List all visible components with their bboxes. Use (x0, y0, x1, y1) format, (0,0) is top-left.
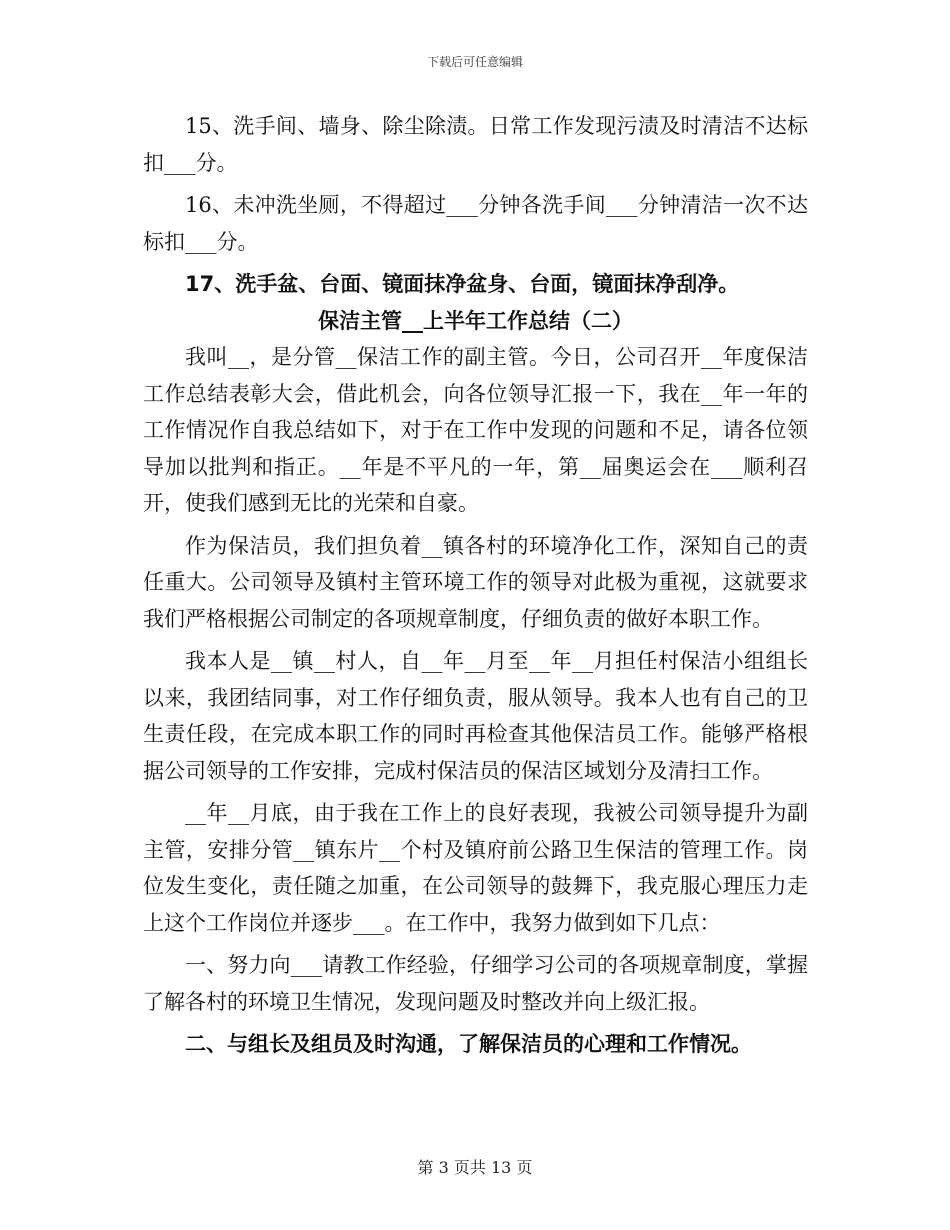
paragraph-background: 我本人是__镇__村人，自__年__月至__年__月担任村保洁小组组长以来，我团结同事，对工作仔细负责，服从领导。我本人也有自己的卫生责任段，在完成本职工作的同时再检查其他保洁员工作。能够严格根据公司领导的工作安排，完成村保洁员的保洁区域划分及清扫工作。 (143, 649, 808, 783)
paragraph-responsibility: 作为保洁员，我们担负着__镇各村的环境净化工作，深知自己的责任重大。公司领导及镇村主管环境工作的领导对此极为重视，这就要求我们严格根据公司制定的各项规章制度，仔细负责的做好本职工作。 (143, 533, 808, 631)
paragraph-15: 15、洗手间、墙身、除尘除渍。日常工作发现污渍及时清洁不达标扣___分。 (143, 114, 808, 175)
paragraph-promotion: __年__月底，由于我在工作上的良好表现，我被公司领导提升为副主管，安排分管__镇东片__个村及镇府前公路卫生保洁的管理工作。岗位发生变化，责任随之加重，在公司领导的鼓舞下，我克服心理压力走上这个工作岗位并逐步___。在工作中，我努力做到如下几点： (143, 801, 808, 935)
page-footer: 第 3 页共 13 页 (417, 1158, 533, 1177)
document-body (143, 108, 808, 1063)
paragraph-intro: 我叫__，是分管__保洁工作的副主管。今日，公司召开__年度保洁工作总结表彰大会，借此机会，向各位领导汇报一下，我在__年一年的工作情况作自我总结如下，对于在工作中发现的问题和不足，请各位领导加以批判和指正。__年是不平凡的一年，第__届奥运会在___顺利召开，使我们感到无比的光荣和自豪。 (143, 345, 808, 515)
paragraph-point-one: 一、努力向___请教工作经验，仔细学习公司的各项规章制度，掌握了解各村的环境卫生情况，发现问题及时整改并向上级汇报。 (143, 953, 808, 1014)
page-header: 下载后可任意编辑 (426, 55, 523, 69)
section-heading: 保洁主管__上半年工作总结（二） (318, 308, 633, 333)
paragraph-point-two: 二、与组长及组员及时沟通，了解保洁员的心理和工作情况。 (185, 1032, 752, 1056)
paragraph-17: 17、洗手盆、台面、镜面抹净盆身、台面，镜面抹净刮净。 (185, 272, 740, 296)
paragraph-16: 16、未冲洗坐厕，不得超过___分钟各洗手间___分钟清洁一次不达标扣___分。 (143, 193, 808, 254)
